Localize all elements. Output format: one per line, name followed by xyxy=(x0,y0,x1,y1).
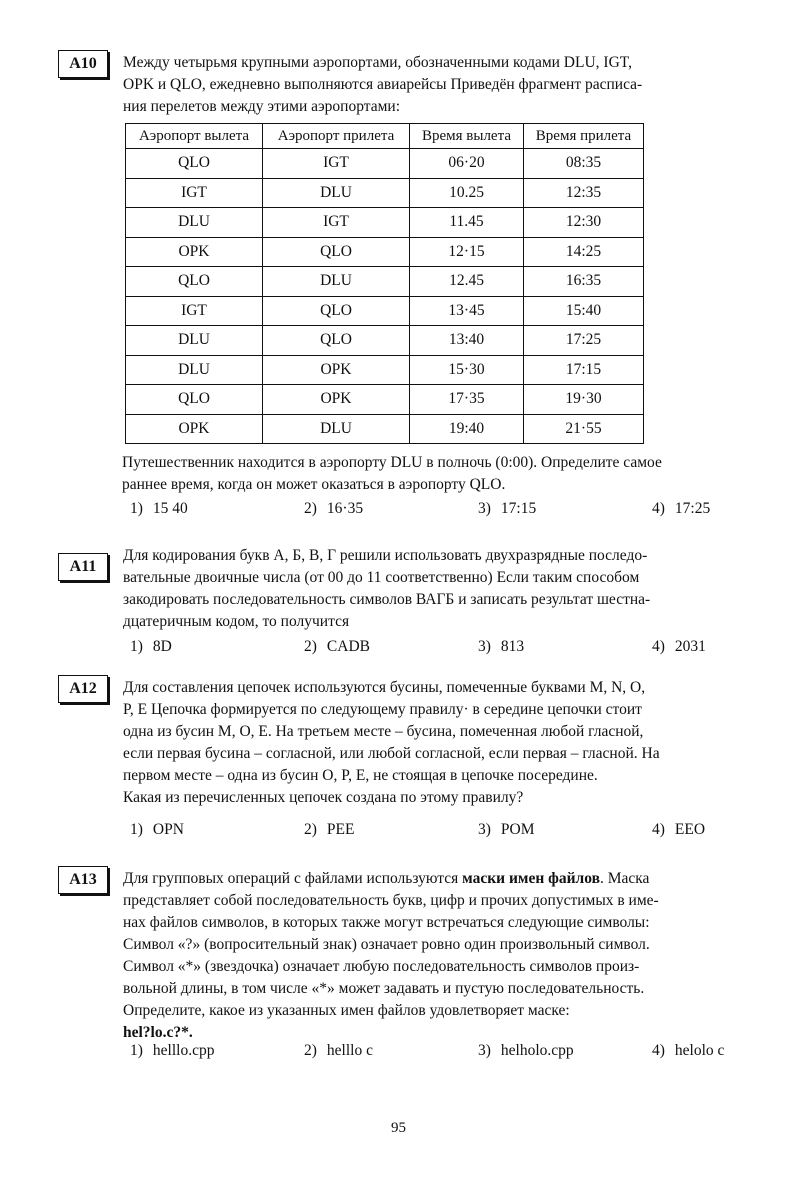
text-line: Для групповых операций с файлами используются маски имен файлов. Маска xyxy=(123,870,650,887)
table-row xyxy=(126,414,644,444)
answer-options xyxy=(130,498,740,520)
table-cell: IGT xyxy=(126,178,263,208)
task-text xyxy=(123,677,738,809)
flight-schedule-table xyxy=(125,123,644,444)
answer-option-4[interactable]: 4) EEO xyxy=(652,821,706,838)
text-line: Какая из перечисленных цепочек создана по этому правилу? xyxy=(123,789,524,806)
page-number: 95 xyxy=(391,1120,406,1136)
table-cell: 12:35 xyxy=(524,178,644,208)
table-cell: IGT xyxy=(126,296,263,326)
task-text xyxy=(123,868,738,1044)
table-cell: 19:40 xyxy=(410,414,524,444)
text-line: представляет собой последовательность букв, цифр и прочих допустимых в име- xyxy=(123,892,659,909)
table-cell: QLO xyxy=(126,149,263,179)
answer-option-3[interactable]: 3) 813 xyxy=(478,638,525,655)
table-cell: DLU xyxy=(263,414,410,444)
table-cell: OPK xyxy=(126,414,263,444)
table-cell: 12·15 xyxy=(410,237,524,267)
text-line: Символ «?» (вопросительный знак) означает ровно один произвольный символ. xyxy=(123,936,650,953)
table-cell: QLO xyxy=(126,267,263,297)
answer-option-3[interactable]: 3) 17:15 xyxy=(478,500,537,517)
table-cell: OPK xyxy=(126,237,263,267)
table-row xyxy=(126,178,644,208)
file-mask: hel?lo.c?*. xyxy=(123,1024,193,1041)
text-line: вательные двоичные числа (от 00 до 11 соответственно) Если таким способом xyxy=(123,569,640,586)
answer-option-1[interactable]: 1) 15 40 xyxy=(130,500,188,517)
text-line: Между четырьмя крупными аэропортами, обозначенными кодами DLU, IGT, xyxy=(123,54,632,71)
term-file-masks: маски имен файлов xyxy=(462,870,600,887)
table-cell: DLU xyxy=(126,208,263,238)
table-cell: QLO xyxy=(263,296,410,326)
text-line: первом месте – одна из бусин O, P, E, не стоящая в цепочке посередине. xyxy=(123,767,598,784)
answer-option-2[interactable]: 2) PEE xyxy=(304,821,355,838)
table-cell: 21·55 xyxy=(524,414,644,444)
answer-option-4[interactable]: 4) 17:25 xyxy=(652,500,711,517)
table-cell: DLU xyxy=(126,355,263,385)
task-label: A13 xyxy=(58,866,108,894)
table-cell: 14:25 xyxy=(524,237,644,267)
table-cell: DLU xyxy=(126,326,263,356)
table-cell: 12:30 xyxy=(524,208,644,238)
table-cell: DLU xyxy=(263,178,410,208)
text-line: Символ «*» (звездочка) означает любую последовательность символов произ- xyxy=(123,958,640,975)
text-line: Определите, какое из указанных имен файлов удовлетворяет маске: xyxy=(123,1002,570,1019)
answer-option-1[interactable]: 1) OPN xyxy=(130,821,184,838)
table-cell: 19·30 xyxy=(524,385,644,415)
text-line: P, E Цепочка формируется по следующему правилу· в середине цепочки стоит xyxy=(123,701,642,718)
task-text xyxy=(123,545,738,633)
answer-options xyxy=(130,636,740,658)
table-cell: QLO xyxy=(126,385,263,415)
answer-option-2[interactable]: 2) 16·35 xyxy=(304,500,364,517)
table-row xyxy=(126,267,644,297)
table-cell: 06·20 xyxy=(410,149,524,179)
table-cell: 13·45 xyxy=(410,296,524,326)
text-line: Путешественник находится в аэропорту DLU в полночь (0:00). Определите самое xyxy=(122,454,662,471)
answer-options xyxy=(130,819,740,841)
table-cell: 17:25 xyxy=(524,326,644,356)
table-cell: QLO xyxy=(263,237,410,267)
answer-option-3[interactable]: 3) helholo.cpp xyxy=(478,1042,574,1059)
table-cell: QLO xyxy=(263,326,410,356)
table-cell: 10.25 xyxy=(410,178,524,208)
table-cell: 13:40 xyxy=(410,326,524,356)
answer-option-4[interactable]: 4) 2031 xyxy=(652,638,706,655)
table-cell: 17·35 xyxy=(410,385,524,415)
table-cell: 15·30 xyxy=(410,355,524,385)
table-row xyxy=(126,385,644,415)
column-header: Аэропорт прилета xyxy=(263,124,410,149)
column-header: Время вылета xyxy=(410,124,524,149)
table-cell: 12.45 xyxy=(410,267,524,297)
column-header: Время прилета xyxy=(524,124,644,149)
table-row xyxy=(126,296,644,326)
answer-option-1[interactable]: 1) helllo.cpp xyxy=(130,1042,215,1059)
text-line: дцатеричным кодом, то получится xyxy=(123,613,350,630)
text-line: ния перелетов между этими аэропортами: xyxy=(123,98,401,115)
text-line: Для кодирования букв А, Б, В, Г решили использовать двухразрядные последо- xyxy=(123,547,648,564)
task-question xyxy=(122,452,740,496)
text-line: одна из бусин M, O, E. На третьем месте – бусина, помеченная любой гласной, xyxy=(123,723,644,740)
table-cell: 08:35 xyxy=(524,149,644,179)
table-cell: IGT xyxy=(263,149,410,179)
table-cell: OPK xyxy=(263,385,410,415)
answer-option-1[interactable]: 1) 8D xyxy=(130,638,172,655)
text-line: вольной длины, в том числе «*» может задавать и пустую последовательность. xyxy=(123,980,645,997)
task-label: A11 xyxy=(58,553,108,581)
answer-option-2[interactable]: 2) helllo c xyxy=(304,1042,373,1059)
answer-option-3[interactable]: 3) POM xyxy=(478,821,535,838)
text-line: OPK и QLO, ежедневно выполняются авиарейсы Приведён фрагмент расписа- xyxy=(123,76,643,93)
text-line: нах файлов символов, в которых также могут встречаться следующие символы: xyxy=(123,914,650,931)
answer-option-4[interactable]: 4) helolo c xyxy=(652,1042,725,1059)
table-cell: DLU xyxy=(263,267,410,297)
text-line: если первая бусина – согласной, или любой согласной, если первая – гласной. На xyxy=(123,745,660,762)
table-cell: IGT xyxy=(263,208,410,238)
task-text xyxy=(123,52,738,118)
table-row xyxy=(126,237,644,267)
table-header-row xyxy=(126,124,644,149)
table-row xyxy=(126,326,644,356)
table-cell: 11.45 xyxy=(410,208,524,238)
table-cell: OPK xyxy=(263,355,410,385)
text-line: закодировать последовательность символов ВАГБ и записать результат шестна- xyxy=(123,591,651,608)
text-line: раннее время, когда он может оказаться в аэропорту QLO. xyxy=(122,476,506,493)
column-header: Аэропорт вылета xyxy=(126,124,263,149)
text-line: Для составления цепочек используются бусины, помеченные буквами M, N, O, xyxy=(123,679,646,696)
answer-option-2[interactable]: 2) CADB xyxy=(304,638,370,655)
task-label: A12 xyxy=(58,675,108,703)
table-row xyxy=(126,355,644,385)
answer-options xyxy=(130,1040,740,1062)
table-row xyxy=(126,208,644,238)
table-cell: 17:15 xyxy=(524,355,644,385)
task-label: A10 xyxy=(58,50,108,78)
table-cell: 15:40 xyxy=(524,296,644,326)
table-cell: 16:35 xyxy=(524,267,644,297)
table-row xyxy=(126,149,644,179)
